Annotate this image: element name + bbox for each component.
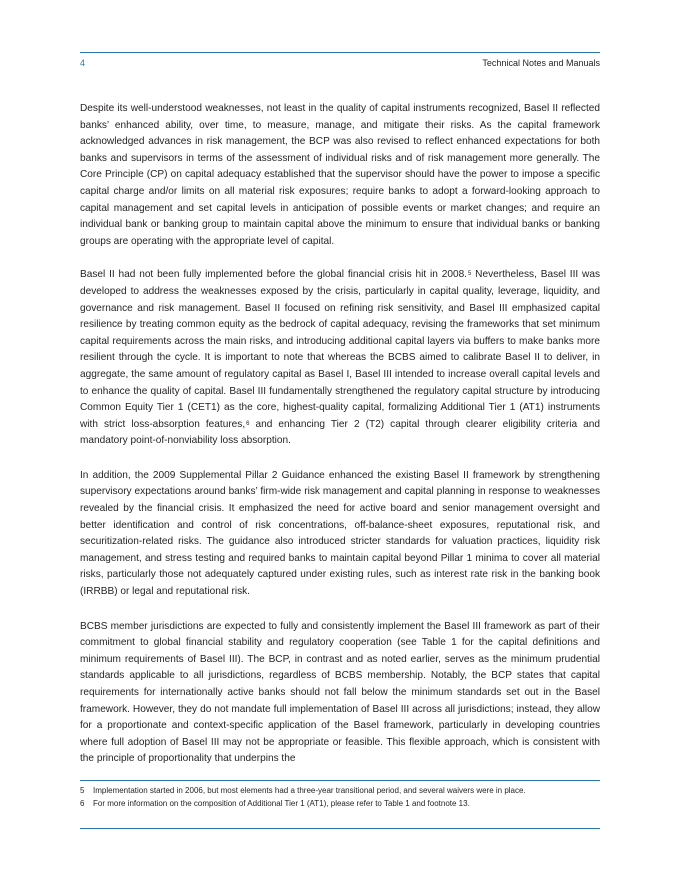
body-text (80, 101, 600, 786)
footnote-rule-top (80, 780, 600, 781)
footnote-rule-bottom (80, 828, 600, 829)
footnote-text: For more information on the composition of Additional Tier 1 (AT1), please refer to Table 1 and footnote 13. (93, 798, 470, 808)
paragraph (80, 267, 600, 450)
paragraph: Despite its well-understood weaknesses, not least in the quality of capital instruments recognized, Basel II reflected banks’ enhanced ability, over time, to measure, manage, and mitigate their risks. As the capital framework acknowledged advances in risk management, the BCP was also revised to reflect enhanced expectations for both banks and supervisors in terms of the assessment of individual risks and of risk management more generally. The Core Principle (CP) on capital adequacy established that the supervisor should have the power to impose a specific capital charge and/or limits on all material risk exposures; require banks to adopt a forward-looking approach to capital management and set capital levels in anticipation of possible events or market changes; and require an individual bank or banking group to maintain capital above the minimum to ensure that individual banks or banking groups are operating with the appropriate level of capital. (80, 103, 600, 247)
running-head: Technical Notes and Manuals (482, 58, 600, 68)
footnote-6 (80, 798, 600, 810)
footnote-number: 6 (80, 798, 85, 808)
paragraph-text: Basel II had not been fully implemented before the global financial crisis hit in 2008. (80, 269, 467, 281)
paragraph: In addition, the 2009 Supplemental Pillar 2 Guidance enhanced the existing Basel II framework by strengthening supervisory expectations around banks’ firm-wide risk management and capital planning in response to weaknesses revealed by the financial crisis. It emphasized the need for active board and senior management oversight and better identification and control of risk concentrations, off-balance-sheet exposures, reputational risk, and securitization-related risks. The guidance also introduced stricter standards for valuation practices, liquidity risk management, and stress testing and required banks to maintain capital beyond Pillar 1 minima to cover all material risks, particularly those not adequately captured under existing rules, such as interest rate risk in the banking book (IRRBB) or legal and reputational risk. (80, 469, 600, 598)
footnote-ref-5: 5 (468, 271, 472, 278)
paragraph-text: Nevertheless, Basel III was developed to address the weaknesses exposed by the crisis, particularly in capital quality, leverage, liquidity, and governance and risk management. Basel II focused on refining risk sensitivity, and Basel III emphasized capital resilience by treating common equity as the bedrock of capital adequacy, revising the frameworks that set minimum capital requirements across the main risks, and introducing additional capital layers via buffers to make banks more resilient through the cycle. It is important to note that whereas the BCBS aimed to calibrate Basel II to deliver, in aggregate, the same amount of regulatory capital as Basel I, Basel III intended to increase overall capital levels and to enhance the quality of capital. Basel III fundamentally strengthened the regulatory capital structure by introducing Common Equity Tier 1 (CET1) as the core, highest-quality capital, formalizing Additional Tier 1 (AT1) instruments with strict loss-absorption features, (80, 269, 601, 430)
page-header (80, 58, 600, 72)
header-rule (80, 52, 600, 53)
footnote-number: 5 (80, 786, 85, 795)
footnote-5 (80, 785, 600, 797)
footnotes (80, 785, 600, 810)
paragraph-text: and enhancing Tier 2 (T2) capital through clearer eligibility criteria and mandatory point-of-nonviability loss absorption. (80, 418, 600, 447)
footnote-ref-6: 6 (246, 420, 250, 427)
footnote-text: Implementation started in 2006, but most elements had a three-year transitional period, and several waivers were in place. (93, 786, 526, 795)
paragraph: BCBS member jurisdictions are expected to fully and consistently implement the Basel III framework as part of their commitment to global financial stability and regulatory cooperation (see Table 1 for the capital definitions and minimum requirements of Basel III). The BCP, in contrast and as noted earlier, serves as the minimum prudential standards applicable to all jurisdictions, regardless of BCBS membership. Notably, the BCP states that capital requirements for internationally active banks should not fall below the minimum standards set out in the Basel framework. However, they do not mandate full implementation of Basel III across all jurisdictions; instead, they allow for a proportionate and context-specific application of the Basel framework, particularly in developing countries where full adoption of Basel III may not be appropriate or feasible. This flexible approach, which is consistent with the principle of proportionality that underpins the (80, 620, 600, 765)
page-number: 4 (80, 58, 86, 68)
